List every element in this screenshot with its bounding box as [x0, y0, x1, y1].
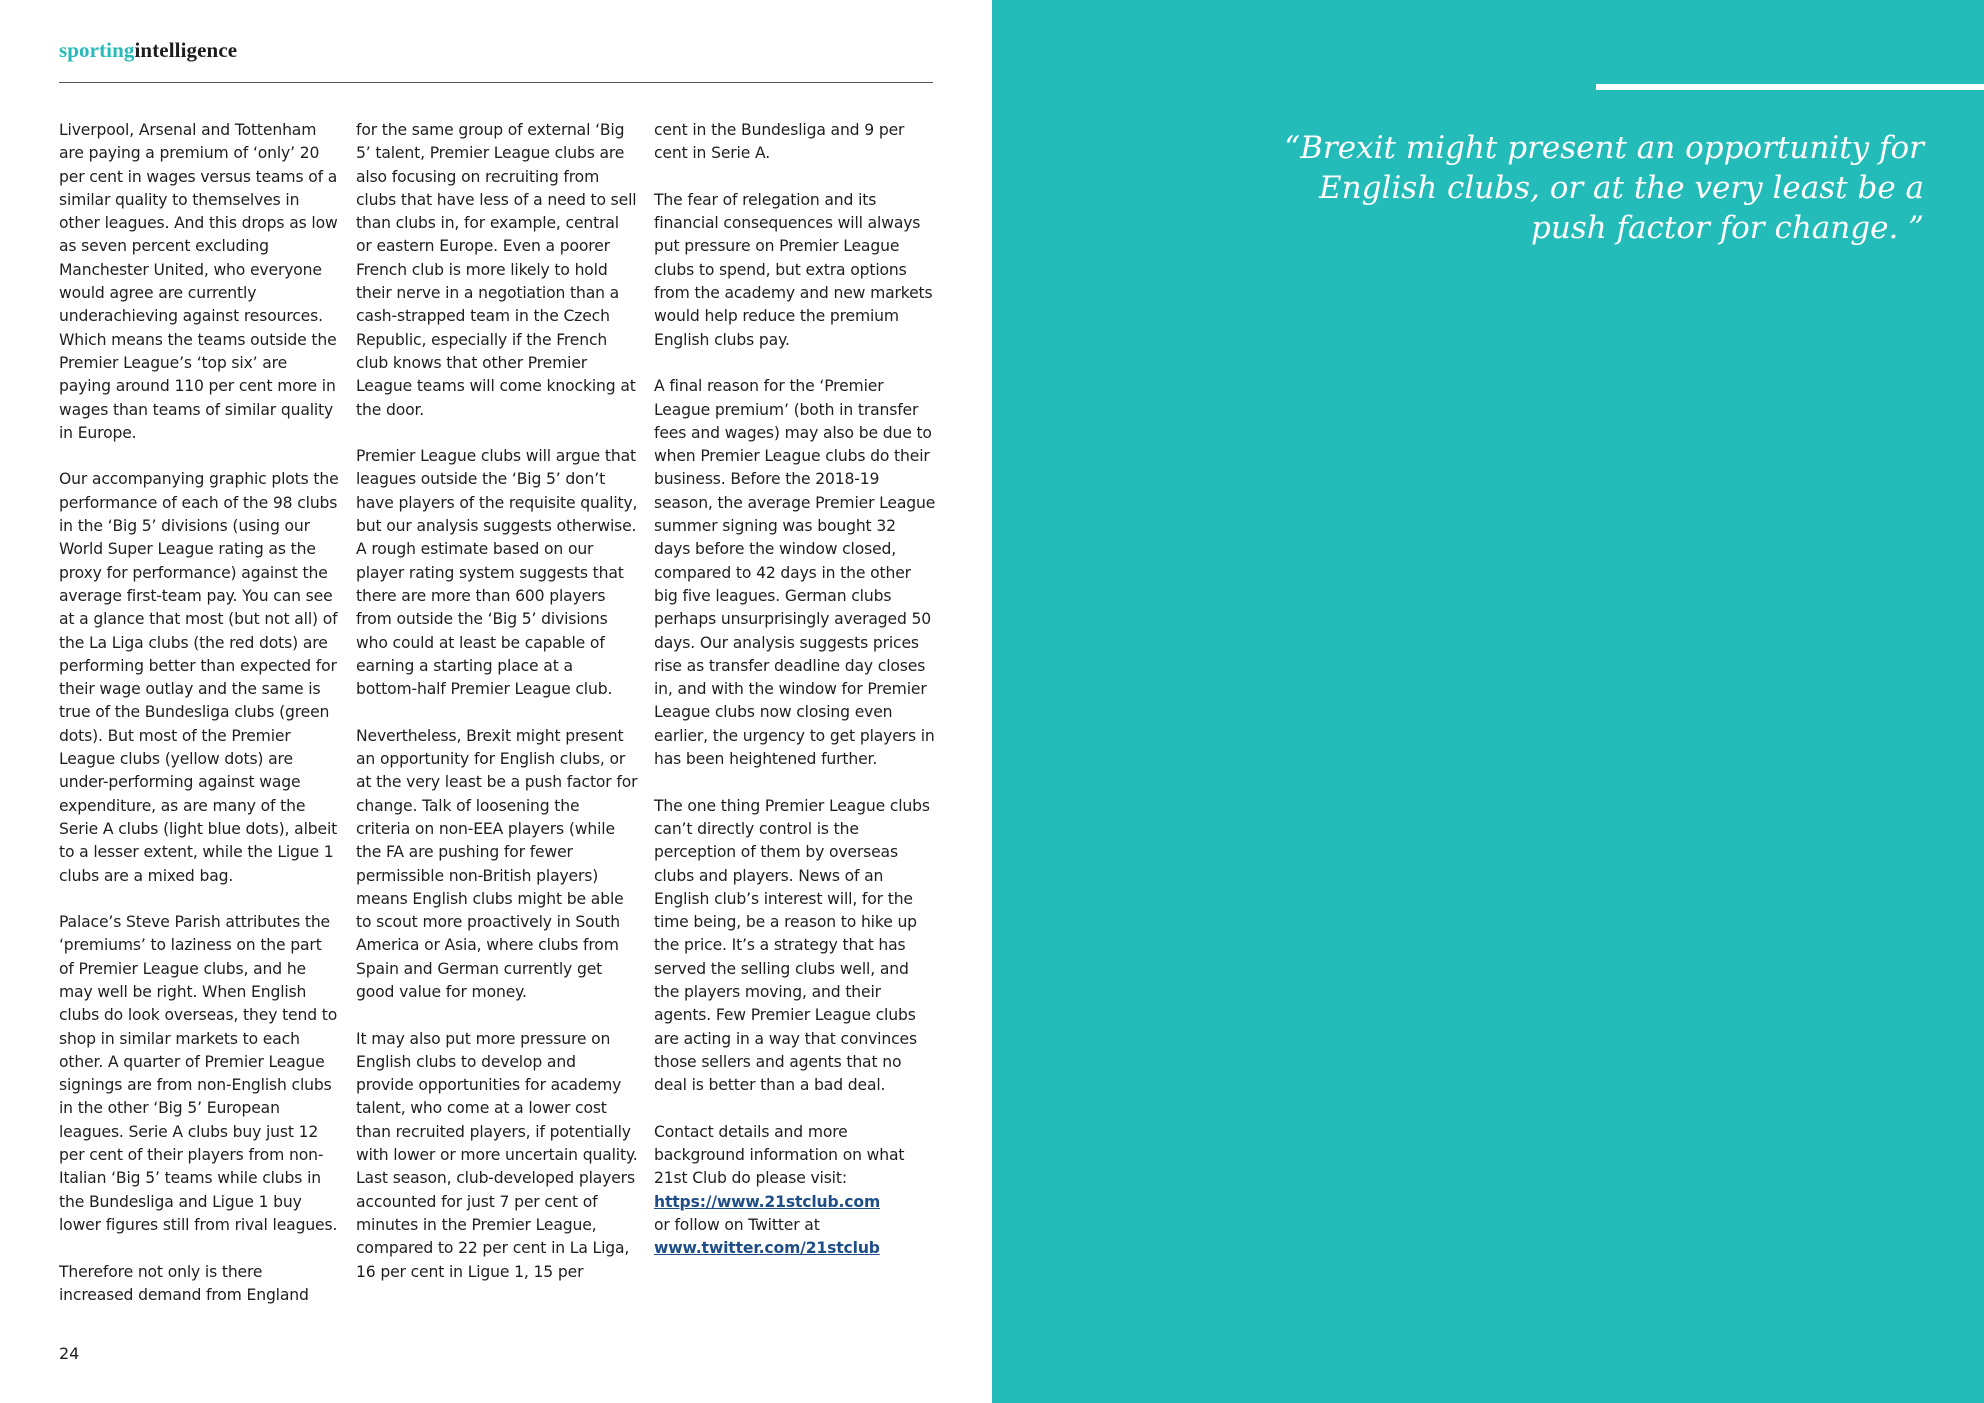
page-number: 24	[59, 1344, 80, 1363]
paragraph: The one thing Premier League clubs can’t directly control is the perception of them by overseas clubs and players. News of an English club’s interest will, for the time being, be a reason to hike up the price. It’s a strategy that has served the selling clubs well, and the players moving, and their agents. Few Premier League clubs are acting in a way that convinces those sellers and agents that no deal is better than a bad deal.	[654, 796, 930, 1095]
pull-quote: “Brexit might present an opportunity for English clubs, or at the very least be a push factor for change. ”	[1284, 130, 1924, 246]
paragraph: Liverpool, Arsenal and Tottenham are paying a premium of ‘only’ 20 per cent in wages versus teams of a similar quality to themselves in other leagues. And this drops as low as seven percent excluding Manchester United, who everyone would agree are currently underachieving against resources. Which means the teams outside the Premier League’s ‘top six’ are paying around 110 per cent more in wages than teams of similar quality in Europe.	[59, 121, 338, 442]
paragraph: It may also put more pressure on English clubs to develop and provide opportunities for academy talent, who come at a lower cost than recruited players, if potentially with lower or more uncertain quality. Last season, club-developed players accounted for just 7 per cent of minutes in the Premier League, compared to 22 per cent in La Liga, 16 per cent in Ligue 1, 15 per	[356, 1029, 638, 1281]
contact-intro: Contact details and more background information on what 21st Club do please visit:	[654, 1122, 905, 1188]
paragraph: The fear of relegation and its financial consequences will always put pressure on Premier League clubs to spend, but extra options from the academy and new markets would help reduce the premium English clubs pay.	[654, 190, 933, 349]
website-link[interactable]: https://www.21stclub.com	[654, 1192, 881, 1211]
paragraph: A final reason for the ‘Premier League premium’ (both in transfer fees and wages) may also be due to when Premier League clubs do their business. Before the 2018-19 season, the average Premier League summer signing was bought 32 days before the window closed, compared to 42 days in the other big five leagues. German clubs perhaps unsurprisingly averaged 50 days. Our analysis suggests prices rise as transfer deadline day closes in, and with the window for Premier League clubs now closing even earlier, the urgency to get players in has been heightened further.	[654, 377, 936, 769]
article-column-2	[356, 119, 638, 1284]
paragraph: Therefore not only is there increased demand from England	[59, 1262, 309, 1304]
twitter-intro: or follow on Twitter at	[654, 1215, 820, 1234]
logo-main: intelligence	[134, 38, 238, 62]
paragraph: for the same group of external ‘Big 5’ talent, Premier League clubs are also focusing on recruiting from clubs that have less of a need to sell than clubs in, for example, central or eastern Europe. Even a poorer French club is more likely to hold their nerve in a negotiation than a cash-strapped team in the Czech Republic, especially if the French club knows that other Premier League teams will come knocking at the door.	[356, 121, 637, 419]
paragraph: Premier League clubs will argue that leagues outside the ‘Big 5’ don’t have players of the requisite quality, but our analysis suggests otherwise. A rough estimate based on our player rating system suggests that there are more than 600 players from outside the ‘Big 5’ divisions who could at least be capable of earning a starting place at a bottom-half Premier League club.	[356, 447, 638, 699]
article-column-3	[654, 119, 936, 1261]
article-column-1	[59, 119, 341, 1307]
header-rule	[59, 82, 933, 83]
paragraph: Nevertheless, Brexit might present an opportunity for English clubs, or at the very least be a push factor for change. Talk of loosening the criteria on non-EEA players (while the FA are pushing for fewer permissible non-British players) means English clubs might be able to scout more proactively in South America or Asia, where clubs from Spain and German currently get good value for money.	[356, 726, 638, 1001]
paragraph: cent in the Bundesliga and 9 per cent in Serie A.	[654, 121, 905, 163]
logo-accent: sporting	[59, 38, 135, 62]
sportingintelligence-logo	[59, 38, 237, 63]
quote-rule	[1596, 84, 1984, 90]
twitter-link[interactable]: www.twitter.com/21stclub	[654, 1239, 880, 1258]
contact-block	[654, 1121, 936, 1261]
paragraph: Our accompanying graphic plots the performance of each of the 98 clubs in the ‘Big 5’ divisions (using our World Super League rating as the proxy for performance) against the average first-team pay. You can see at a glance that most (but not all) of the La Liga clubs (the red dots) are performing better than expected for their wage outlay and the same is true of the Bundesliga clubs (green dots). But most of the Premier League clubs (yellow dots) are under-performing against wage expenditure, as are many of the Serie A clubs (light blue dots), albeit to a lesser extent, while the Ligue 1 clubs are a mixed bag.	[59, 470, 339, 885]
paragraph: Palace’s Steve Parish attributes the ‘premiums’ to laziness on the part of Premier League clubs, and he may well be right. When English clubs do look overseas, they tend to shop in similar markets to each other. A quarter of Premier League signings are from non-English clubs in the other ‘Big 5’ European leagues. Serie A clubs buy just 12 per cent of their players from non-Italian ‘Big 5’ teams while clubs in the Bundesliga and Ligue 1 buy lower figures still from rival leagues.	[59, 913, 338, 1234]
